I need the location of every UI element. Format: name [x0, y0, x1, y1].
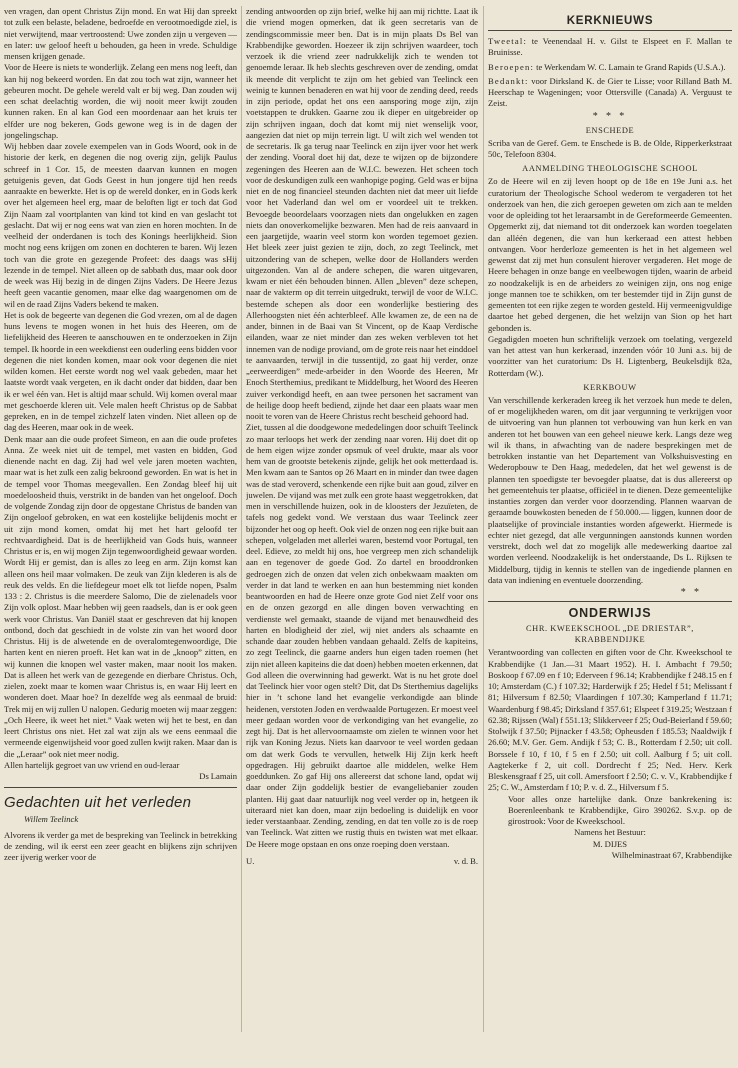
paragraph: Voor de Heere is niets te wonderlijk. Zelang een mens nog leeft, dan kan hij nog bekeerd worden. En dat zou toch wat zijn, wanneer het gebeuren mocht. De gehele wereld valt er bij weg. Dan zouden wij een schat deelachtig worden, die wij nooit meer kwijt zouden kunnen raken. En al kan God een moordenaar aan het kruis ter elfder ure nog bekeren, Gods gewone weg is in de dagen der jongelingschap.: [4, 62, 237, 140]
paragraph: Van verschillende kerkeraden kreeg ik het verzoek hun mede te delen, of er mogelijkheden waren, om dit jaar vergunning te verkrijgen voor de uitvoering van hun plannen tot verbouwing van hun kerk en van anderen tot het bouwen van een geheel nieuwe kerk. Langs deze weg wil ik thans, in afwachting van de nadere besprekingen met de betrokken instantie van het Departement van Volkshuisvesting en Wederopbouw te Den Haag, mededelen, dat het wel gewenst is de plannen ten spoedigste ter bevoegder plaatse, dat is dus allereerst op het gemeentehuis ter plaatse, officiëel in te dienen. Deze gemeentelijke instanties zorgen dan verder voor doorzending. Plannen waarvan de geraamde bouwkosten beneden de f 50.000.— liggen, kunnen door de plaatselijke of provinciale instanties worden afgewerkt. Hiermede is echter niet gezegd, dat alle vergunningen aanstonds kunnen worden verstrekt, doch wel dat zo mogelijk alle medewerking daartoe zal worden verleend. Noodzakelijk is het onderstaande, Ds L. Rijksen te Middelburg, tijdig in kennis te stellen van de ingediende plannen en data van indiening en eventuele doorzending.: [488, 394, 732, 585]
section-title: Gedachten uit het verleden: [4, 794, 192, 812]
news-label: Tweetal:: [488, 36, 528, 46]
paragraph: ven vragen, dan opent Christus Zijn mond. En wat Hij dan spreekt tot zulk een belaste, beladene, bedroefde en verootmoedigde ziel, is niet verwijtend, maar vertroostend: Uwe zonden zijn u vergeven — en later: uw geloof heeft u behouden, ga heen in vrede. Schuldige mensen krijgen genade.: [4, 6, 237, 61]
paragraph: Allen hartelijk gegroet van uw vriend en oud-leraar: [4, 759, 180, 770]
column-left: [4, 6, 237, 1028]
onderwijs-heading: ONDERWIJS: [568, 606, 652, 621]
kerkbouw-heading: KERKBOUW: [583, 382, 637, 392]
signoff-name: M. DIJES: [592, 838, 628, 849]
news-item: [488, 36, 732, 59]
news-text: te Veenendaal H. v. Gilst te Elspeet en F. Mallan te Bruinisse.: [488, 36, 732, 58]
news-item: [488, 76, 732, 110]
news-text: te Werkendam W. C. Lamain te Grand Rapids (U.S.A.).: [536, 61, 726, 72]
paragraph: Zo de Heere wil en zij leven hoopt op de 18e en 19e Juni a.s. het curatorium der Theologische School wederom te vergaderen tot het onderzoek van hen, die zich geroepen geweten om zich aan te melden voor de opleiding tot het leraarsambt in de Gereformeerde Gemeenten. Opgemerkt zij, dat niemand tot dit onderzoek kan worden toegelaten dan alléén degenen, die van hun kerkeraad een attest hebben ontvangen. Voor herderloze gemeenten is het in het algemeen wel gewenst dat zij met hun consulent hierover vergaderen. Het moge de Heere behagen in onze bange en veelbewogen tijden, waarin de arbeid zo noodzakelijk is en de arbeiders zo weinigen zijn, ons nog enige jonge mannen toe te schikken, om ter bestemder tijd in Zijn gunst de gemeenten tot een rijke zegen te worden gesteld. Hij vermeenigvuldige daartoe het gebed dergenen, die het welzijn van Sion op het hart gebonden is.: [488, 176, 732, 333]
separator-stars: * * *: [592, 110, 628, 122]
paragraph: Gegadigden moeten hun schriftelijk verzoek om toelating, vergezeld van het attest van hun kerkeraad, inzenden vóór 10 Juni a.s. bij de voorzitter van het curatorium: Ds H. Ligtenberg, Beukelsdijk 82a, Rotterdam (W.).: [488, 333, 732, 378]
paragraph: Scriba van de Geref. Gem. te Enschede is B. de Olde, Ripperkerkstraat 50c, Telefoon 8304.: [488, 137, 732, 159]
signature: Ds Lamain: [199, 771, 237, 781]
divider: [488, 601, 732, 602]
divider: [488, 30, 732, 31]
separator-stars: * *: [680, 587, 702, 598]
divider: [4, 787, 237, 788]
signature-right: v. d. B.: [453, 855, 478, 866]
signoff-line: Namens het Bestuur:: [574, 827, 646, 838]
paragraph: Voor alles onze hartelijke dank. Onze bankrekening is: Boerenleenbank te Krabbendijke, Giro 390262. S.v.p. op de girostrook: Voor de Kweekschool.: [508, 793, 732, 826]
paragraph: Het is ook de begeerte van degenen die God vrezen, om al de dagen huns levens te mogen wonen in het huis des Heeren, om de liefelijkheid des Heeren te aanschouwen en te onderzoeken in Zijn tempel. Ik hoorde in een weekdienst een ouderling eens bidden voor degenen die niet konden komen, maar ook voor degenen die niet wilden komen. Het eerste wordt nog wel vaak gebeden, maar het laatste wordt vaak vergeten, en ik dacht onder dat bidden, daar ben ik er wel één van. Het is altijd maar schuld. Wij komen overal maar met geschoerde kleren uit. Vele malen heeft Christus op de Sabbat gepreken, en in de tempel zichzelf laten vinden. Niet alleen op de dag des Heeren, maar ook in de week.: [4, 309, 237, 433]
kerknieuws-heading: KERKNIEUWS: [566, 15, 654, 27]
news-label: Beroepen:: [488, 61, 535, 72]
paragraph: Denk maar aan die oude profeet Simeon, en aan die oude profetes Anna. Ze week niet uit de tempel, met vasten en bidden, God dienende nacht en dag. Zij had wel vele jaren moeten wachten, maar wat is het zulk een zalig bekroond geworden. En wat is het in de tempel voor Thomas meegevallen. Een Zondag bleef hij uit moedeloosheid thuis, verstrikt in de banden van het ongeloof. Doch de volgende Zondag zijn door de opgestane Christus de banden van Zijn ongeloof gebroken, en wat een kostelijke belijdenis mocht er uit zijn mond komen, omdat hij met het hart geloofd ter rechtvaardigheid. Dat is de heerlijkheid van Gods huis, wanneer Christus er is, en wij mogen Zijn tegenwoordigheid gewaar worden. Wordt Hij er gemist, dan is alles zo leeg en arm. Zijn komst kan alleen ons heil maar volmaken. De zeuk van Zijn klederen is als de reuk des velds. En die liefdegeur moet elk tot liefde nopen, Psalm 133 : 2. Christus is die meerdere Salomo, Die de zielenadels voor Zijn volk oplost. Maar hebben wij geen raadsels, dan is er ook geen werk voor Christus. Van Daniël staat er geschreven dat hij knopen ontbond, doch dat geschiedt in de volste zin van het woord door Christus. Hij is de alwetende en de overalomtegenwoordige, Die harten kent en nieren proeft. Het kan wat in de „knoop” zitten, en wij kunnen die knopen wel vaster maken, maar nooit los maken. Dat is alleen het werk van de gezegende en dierbare Christus. Och, zielen, zoekt maar te komen waar Christus is, en waar Hij leert en wonderen doet. Maar hoe? In dezelfde weg als eenmaal de bruid: Trek mij en wij zullen U nalopen. Gedurig moeten wij maar zeggen: „Och Heere, ik weet het niet.” Vaak weten wij het te best, en dan leert Christus ons niet. Het zal wat zijn als we eens eenmaal die vermeende eigenwijsheid voor goed zullen kwijt raken. Maar dan is die „Leraar” ook niet meer nodig.: [4, 433, 237, 759]
signoff-address: Wilhelminastraat 67, Krabbendijke: [611, 849, 732, 860]
column-rule: [483, 6, 484, 1032]
enschede-heading: ENSCHEDE: [585, 125, 635, 135]
news-text: voor Dirksland K. de Gier te Lisse; voor Rilland Bath M. Heerschap te Wageningen; voor Ottersville (Canada) A. Verguust te Zeist.: [488, 75, 732, 109]
column-rule: [241, 6, 242, 1032]
paragraph: Ziet, tussen al die doodgewone mededelingen door schuift Teelinck zo maar terloops het werk der zending naar voren. Hij doet dit op de hem eigen wijze zonder opsmuk of veel drukte, maar als voor hem van de grootste betekenis zijnde, gelijk het ook metterdaad is. Men kwam aan te Santos op 26 Maart en in minder dan twee dagen was de stad veroverd, schenkende een rijke buit aan goud, zilver en juwelen. De vijand was met zulk een grote haast weggetrokken, dat men in verschillende huizen, ook in de kloosters der Jezuïeten, de tafels nog gedekt vond. We verstaan dus waar Teelinck zeer bijzonder het oog op heeft. Ook viel de onzen nog een rijke buit aan schepen, volgeladen met allerlei waren, bestemd voor Portugal, ten deel. Edieve, zo meldt hij ons, hoe vergreep men zich schandelijk aan en tegenover de goede God. Zo dartel en brooddronken gedroegen zich de onzen dat velen zich onbekwaam maakten om verder in dat land te werken en aan hun bestemming niet konden beantwoorden en had de Heere onze grote God niet Zelf voor ons en de onzen gezorgd en alle dingen boven verwachting en verdienste wel gemaakt, staande de vijand met benauwdheid des harten en blodigheid der ziel, wij niet anders als schaamte en schande daar zouden hebben vandaan gehaald. Zelfs de kapiteins, zo zegt Teelinck, die gaarne anders hun eigen taden roemen (het zijn niet alleen kapiteins die dat doen) hebben moeten erkennen, dat God alleen die overwinning had gewerkt. Wat is nu het grote doel dat Teelinck hier voor ogen stelt? Dit, dat Ds Sterthemius dagelijks hier in ’t schone land het evangelie verkondigde aan blinde heidenen, verstoten Joden en verdwaalde Portugezen. Er moest veel meer gedaan worden voor de verkondiging van het evangelie, zo zegt hij. Dat is het allervoornaamste om zielen te winnen voor het rijk van Koning Jezus. Niets kan daarvoor te veel worden gedaan om dat werk Gods te vervullen, hetwelk Hij Zijn kerk heeft opgedragen. Hij gebruikt daartoe alle middelen, welke Hem goeddunken. Zo gaf Hij ons allereerst dat schone land, opdat wij daar onder Zijn goddelijk bestier de evangeliebanier zouden planten. Hij gaat daar natuurlijk nog veel verder op in, hetgeen ik uiteraard niet kan doen, maar zijn bedoeling is duidelijk en voor ieder verstaanbaar. Zending, zending, en dat ten volle zo is de roep van Teelinck. Wat zitten we rustig thuis en twisten wat met elkaar. De Heere moge opstaan en ons onze roeping doen verstaan.: [246, 422, 478, 849]
column-right: [488, 6, 732, 1028]
section-author: Willem Teelinck: [24, 814, 79, 825]
signature-left: U.: [246, 855, 255, 866]
school-subheading: KRABBENDIJKE: [574, 635, 646, 645]
payments-list: Verantwoording van collecten en giften voor de Chr. Kweekschool te Krabbendijke (1 Jan.—31 Maart 1952). H. I. Ambacht f 79.50; Boskoop f 67.09 en f 10; Ederveen f 96.14; Krabbendijke f 248.15 en f 10; Amsterdam (C.) f 107.32; Harderwijk f 25; Hedel f 51; Melissant f 81; Hilversum f 82.50; Vlaardingen f 107.30; Kamperland f 11.71; Waardenburg f 98.45; Dirksland f 357.61; Elspeet f 319.25; Westzaan f 62.38; Rijssen (Wal) f 551.13; Slikkerveer f 25; Oud-Beierland f 59.60; Stolwijk f 37.50; Pijnacker f 43.58; Opheusden f 185.53; Naaldwijk f 26.60; M.V. Ger. Gem. Andijk f 53; C. B., Rotterdam f 2.50; uit coll. Borssele f 10, f 10, f 5 en f 2.50; uit coll. Aalburg f 5; uit coll. Aagtekerke f 2, uit coll. Dordrecht f 25; Ned. Herv. Kerk Bleskensgraaf f 25, uit coll. Amersfoort f 2.50; C. v. V., Krabbendijke f 25; C. W., Amsterdam f 10; P. v. d. Z., Hilversum f 5.: [488, 647, 732, 793]
school-heading: CHR. KWEEKSCHOOL „DE DRIESTAR”,: [526, 624, 694, 634]
signature-row: [246, 856, 478, 867]
news-label: Bedankt:: [488, 75, 529, 86]
paragraph: Alvorens ik verder ga met de bespreking van Teelinck in betrekking de zending, wil ik eerst een zeer geacht en blijkens zijn schrijven zeer ijverig werker voor de: [4, 829, 237, 862]
paragraph: zending antwoorden op zijn brief, welke hij aan mij richtte. Laat ik die vriend mogen opmerken, dat ik geen secretaris van de zendingscommissie meer ben. Dat is in mijn plaats Ds Bel van Krabbendijke geworden. Hoezeer ik zijn schrijven waardeer, toch verzoek ik die vriend zeer nadrukkelijk zich te wenden tot genoemde leraar. Ik heb slechts geschreven over de zending, omdat ik meende dit verplicht te zijn om het gebied van Teelinck een weinig te kunnen benaderen en wat hij voor de zending deed, reeds in zijn periode, opdat het ons een aansporing moge zijn, zijn voetstappen te drukken. Gaarne zou ik dieper en uitgebreider op zijn schrijven ingaan, doch dat komt mij niet wenselijk voor, aangezien dat niet op mijn terrein ligt. U wilt zich wel wenden tot de secretaris. Ik ga terug naar Teelinck en zijn ijver voor het werk der zending. Vooral doet hij dat, deze te wijzen op de bijzondere zegeningen des Heeren aan de W.I.C. bewezen. Het scheen toch voor de deskundigen zulk een wanhopige poging. Geld was er bijna niet en de nog financieel steunden dachten niet dat meer uit liefde voor het Vaderland dan wel om er voordeel uit te trekken. Bevoegde beoordelaars voorzagen niets dan ongelukken en zagen niets dan onoverkomelijke bezwaren. Men had de reis aanvaard in een jaargetijde, waarin veel storm kon worden tegemoet gezien. Het bleek zeer juist gezien te zijn, doch, zo zegt Teelinck, met uitzondering van de schepen, welke door de Hollanders werden uitgezonden. Van al de andere schepen, die waren uitgevaren, kwam er niet één behouden binnen. Allen „bleven” deze schepen, naar de vakterm op dit terrein uitgedrukt, terwijl de voor de W.I.C. bestemde schepen als door een wonderlijke bestiering des Allerhoogsten niet één achterbleef. Alle kwamen ze, de een na de ander, binnen in de Baai van St Vincent, op de Kaap Verdische eilanden, waar ze niet minder dan zes weken verbleven tot het innemen van de nodige proviand, om de grote reis naar het einddoel te aanvaarden, terwijl in die tussentijd, zo gaat hij verder, onze „eerweerdigen” mede-arbeider in den Woorde des Heeren, Mr Enoch Sterthemius, predikant te Middelburg, het Woord des Heeren zuiver verkondigd heeft, en aan twee personen het sacrament van de heilige doop heeft bediend, zijnde het daar een plaats waar men nooit te voren van de Heere Christus recht bescheid gehoord had.: [246, 6, 478, 421]
column-middle: [246, 6, 478, 1028]
paragraph: Wij hebben daar zovele exempelen van in Gods Woord, ook in de historie der kerk, en degenen die nog overig zijn, gelijk Paulus schreef in 1 Cor. 15, de meesten daarvan kunnen en mogen getuigenis geven, dat Gods Geest in hun jongere tijd hen reeds aanraakte en bewerkte. Het is op de wereld donker, en in Gods kerk over het algemeen heel erg, maar de beloften ligt er toch dat God Zijn Naam zal voortplanten van kind tot kind en van geslacht tot geslacht. Dat wij er nog eens wat van zien en horen mochten. In de veelheid der onderdanen is toch des Konings heerlijkheid. Sion mocht nog eens krijgen om zonen en dochteren te baren. Wij lezen toch van die grote en gezegende Profeet: des daags was sHij lezende in de tempel. Niet alleen op de sabbath dus, maar ook door de week was Hij bezig in de dingen Zijns Vaders. De Heere Jezus heeft geen vacantie genomen, maar elke dag waargenomen om de wil en de raad Zijns Vaders bekend te maken.: [4, 141, 237, 309]
aanmelding-heading: AANMELDING THEOLOGISCHE SCHOOL: [522, 164, 698, 174]
news-item: [488, 62, 732, 73]
